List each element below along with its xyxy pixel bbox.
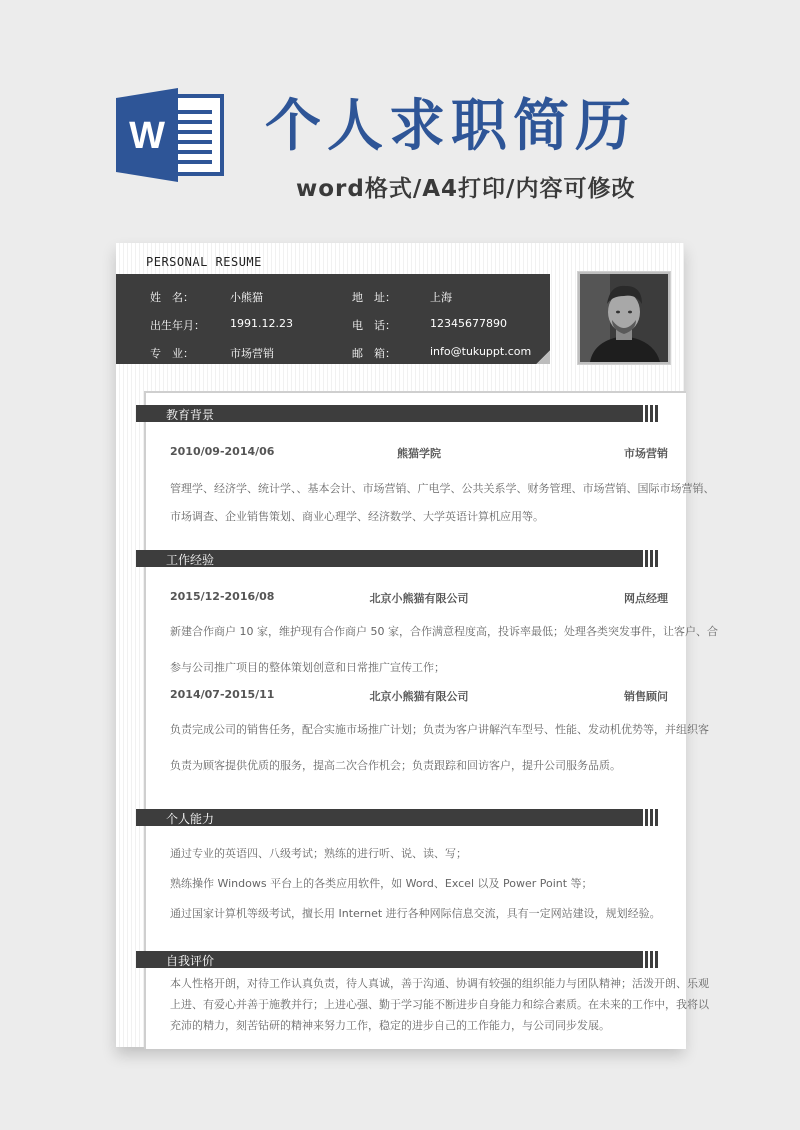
svg-text:W: W — [129, 115, 165, 157]
birth-label: 出生年月： — [150, 319, 205, 332]
work-position: 网点经理 — [624, 592, 668, 605]
work-line: 参与公司推广项目的整体策划创意和日常推广宣传工作； — [170, 661, 445, 674]
work-entry-2 — [170, 688, 668, 704]
section-title-work: 工作经验 — [166, 553, 215, 567]
skills-text — [170, 839, 668, 929]
section-title-skills: 个人能力 — [166, 812, 215, 826]
work-company: 北京小熊猫有限公司 — [369, 592, 469, 605]
email-value: info@tukuppt.com — [430, 345, 532, 358]
info-bar-fold — [536, 350, 550, 364]
email-label: 邮 箱： — [352, 347, 396, 360]
portrait-photo — [578, 272, 670, 364]
work-line: 负责完成公司的销售任务，配合实施市场推广计划；负责为客户讲解汽车型号、性能、发动机优势等，并组织客 — [170, 723, 709, 736]
education-line: 市场调查、企业销售策划、商业心理学、经济数学、大学英语计算机应用等。 — [170, 510, 544, 523]
resume-paper — [116, 243, 718, 1047]
section-bar-education — [136, 405, 658, 422]
self-eval-line: 充沛的精力，刻苦钻研的精神来努力工作，稳定的进步自己的工作能力，与公司同步发展。 — [170, 1019, 610, 1032]
education-period: 2010/09-2014/06 — [170, 445, 275, 458]
education-entry — [170, 445, 668, 461]
major-value: 市场营销 — [230, 347, 274, 360]
work-description-2 — [170, 712, 709, 784]
work-position: 销售顾问 — [624, 690, 668, 703]
work-line: 负责为顾客提供优质的服务，提高二次合作机会；负责跟踪和回访客户，提升公司服务品质。 — [170, 759, 621, 772]
phone-value: 12345677890 — [430, 317, 507, 330]
banner-subtitle: word格式/A4打印/内容可修改 — [296, 176, 636, 202]
education-school: 熊猫学院 — [397, 447, 441, 460]
work-entry-1 — [170, 590, 668, 606]
section-title-education: 教育背景 — [166, 408, 215, 422]
major-label: 专 业： — [150, 347, 194, 360]
birth-value: 1991.12.23 — [230, 317, 293, 330]
banner-title: 个人求职简历 — [265, 94, 637, 159]
name-value: 小熊猫 — [230, 291, 263, 304]
self-eval-text — [170, 973, 709, 1036]
work-line: 新建合作商户 10 家，维护现有合作商户 50 家，合作满意程度高，投诉率最低；处理各类突发事件，让客户、合 — [170, 625, 718, 638]
info-bar — [116, 274, 550, 364]
education-major: 市场营销 — [624, 447, 668, 460]
section-bar-skills — [136, 809, 658, 826]
skills-line: 通过国家计算机等级考试，擅长用 Internet 进行各种网际信息交流，具有一定网站建设，规划经验。 — [170, 907, 661, 920]
work-period: 2015/12-2016/08 — [170, 590, 275, 603]
address-value: 上海 — [430, 291, 452, 304]
work-description-1 — [170, 614, 718, 686]
section-stripes — [643, 550, 659, 567]
section-stripes — [643, 951, 659, 968]
section-bar-self-eval — [136, 951, 658, 968]
name-label: 姓 名： — [150, 291, 194, 304]
work-period: 2014/07-2015/11 — [170, 688, 275, 701]
education-courses — [170, 475, 715, 531]
work-company: 北京小熊猫有限公司 — [369, 690, 469, 703]
word-icon — [116, 88, 228, 182]
section-bar-work — [136, 550, 658, 567]
phone-label: 电 话： — [352, 319, 396, 332]
self-eval-line: 上进、有爱心并善于施教并行；上进心强、勤于学习能不断进步自身能力和综合素质。在未来的工作中，我将以 — [170, 998, 709, 1011]
self-eval-line: 本人性格开朗，对待工作认真负责，待人真诚，善于沟通、协调有较强的组织能力与团队精神；活泼开朗、乐观 — [170, 977, 709, 990]
personal-resume-heading: PERSONAL RESUME — [146, 255, 262, 269]
section-stripes — [643, 809, 659, 826]
section-title-self-eval: 自我评价 — [166, 954, 215, 968]
skills-line: 熟练操作 Windows 平台上的各类应用软件，如 Word、Excel 以及 Power Point 等； — [170, 877, 593, 890]
skills-line: 通过专业的英语四、八级考试；熟练的进行听、说、读、写； — [170, 847, 467, 860]
resume-content — [144, 391, 718, 1049]
education-line: 管理学、经济学、统计学、、基本会计、市场营销、广电学、公共关系学、财务管理、市场营销、国际市场营销、 — [170, 482, 715, 495]
address-label: 地 址： — [352, 291, 396, 304]
section-stripes — [643, 405, 659, 422]
